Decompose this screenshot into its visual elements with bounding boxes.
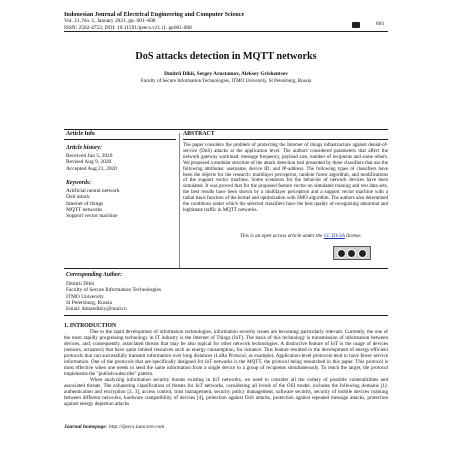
column-divider	[179, 133, 180, 268]
page-number: 601	[376, 21, 385, 27]
homepage-label: Journal homepage	[64, 424, 106, 430]
history-received: Received Jun 5, 2020	[66, 153, 113, 159]
cc-icon	[337, 249, 346, 258]
journal-title: Indonesian Journal of Electrical Engineering and Computer Science	[64, 11, 245, 18]
sa-icon	[358, 249, 367, 258]
keywords-list	[66, 188, 120, 219]
journal-header	[64, 11, 404, 31]
info-top-rule	[64, 129, 388, 130]
article-info-heading: Article Info	[66, 131, 95, 137]
article-history	[66, 153, 117, 172]
author-email: Email: dimandikiy@mail.ru	[66, 306, 127, 313]
keywords-heading: Keywords:	[66, 180, 92, 186]
paper-title: DoS attacks detection in MQTT networks	[135, 51, 317, 62]
keyword-item: MQTT networks	[66, 206, 103, 213]
keyword-item: Support vector machine	[66, 213, 118, 220]
history-revised: Revised Aug 9, 2020	[66, 159, 112, 166]
open-access-note	[240, 233, 362, 239]
introduction-heading: 1. INTRODUCTION	[64, 323, 117, 329]
history-accepted: Accepted Aug 21, 2020	[66, 165, 117, 172]
introduction-paragraph-2: When analyzing information security threats existing in IoT networks, we need to consider all the variety of possible vulnerabilities and associated threats. The exhausting classification of threats for IoT networks, considering all levels of the OSI model, includes the following domains [1]: authentication and encryption [2, 3], access control, trust management, security policy management, software security, security of mobile devices roaming between different networks, hardware compatibility of devices [4], protection against DoS attacks, protection against repeated message attacks, protection against energy depletion attacks	[64, 377, 388, 407]
abstract-text: The paper considers the problem of protecting the Internet of things infrastructure against denial-of-service (DoS) attacks at the application level. The authors considered parameters that affect the network gateway workload: message frequency, payload size, number of recipients and some others. We proposed a modular structure of the attack detection tool presented by three classifiers that use the following attributes: username, device ID, and IP-address. The following types of classifiers have been the objects for the research: multilayer perceptron, random forest algorithm, and modifications of the support vector machine. Some scenarios for the behavior of network devices have been simulated. It was proved that for the proposed feature vector on simulated training and test data sets, the best results have been shown by a multilayer perceptron and a support vector machine with a radial basis function of the kernel and optimization with SMO algorithm. The authors also determined the conditions under which the selected classifiers have the best quality of recognizing abnormal and legitimate traffic in MQTT networks.	[183, 143, 388, 213]
keyword-item: Internet of things	[66, 200, 104, 207]
homepage-url[interactable]: : http://ijeecs.iaescore.com	[105, 424, 165, 430]
corresponding-author-heading: Corresponding Author:	[66, 272, 123, 278]
open-access-text: This is an open access article under the	[240, 233, 324, 239]
article-history-heading: Article history:	[66, 145, 102, 151]
paper-affiliation: Faculty of Secure Information Technologies, ITMO University, St Petersburg, Russia	[140, 79, 312, 84]
keyword-item: Artificial neural network	[66, 188, 120, 194]
journal-volume: Vol. 21, No. 1, January 2021, pp. 601~608	[64, 18, 156, 25]
author-faculty: Faculty of Secure Information Technologies	[66, 287, 162, 294]
journal-logo-icon	[352, 22, 360, 28]
author-city: St Petersburg, Russia	[66, 299, 112, 306]
info-left-rule	[64, 139, 176, 140]
paper-authors: Dmitrii Dikii, Sergey Arustamov, Aleksey Grishentsev	[164, 71, 288, 77]
corresponding-author	[66, 281, 161, 312]
info-right-rule	[183, 139, 388, 140]
by-icon	[347, 249, 356, 258]
journal-homepage	[64, 424, 164, 430]
author-university: ITMO University	[66, 293, 104, 300]
author-name: Dmitrii Dikii	[66, 281, 95, 287]
abstract-heading: ABSTRACT	[183, 131, 215, 137]
open-access-suffix: license.	[344, 233, 362, 239]
introduction-paragraph-1: Due to the rapid development of information technologies, information security issues are becoming particularly relevant. Currently, the one of the most rapidly progressing technology in IT industry is the Internet of Things (IoT). The basis of this technology is transmission of information between devices, and, consequently, associated threats that may be also topical for other network technologies. A distinctive feature of IoT is the usage of devices (sensors, actuators) that have quite limited resources such as energy consumption, for instance. This feature resulted in the development of energy-efficient protocols that can successfully transmit information over long distances (LoRa Protocol, as example). Application-level protocols tend to have fewer service information. One of the protocols that are specifically designed for IoT networks is the MQTT, the protocol being researched in this paper. This protocol is most effective when one needs to send the same information from a single device to a group of recipients simultaneously. To reach the target, the protocol implements the "publish-subscribe" pattern.	[64, 329, 388, 377]
keyword-item: DoS attack	[66, 194, 90, 201]
license-link[interactable]: CC BY-SA	[323, 233, 345, 239]
header-rule	[64, 31, 388, 32]
cc-license-badge[interactable]	[333, 246, 371, 260]
journal-issn: ISSN: 2502-4752, DOI: 10.11591/ijeecs.v21.i1. pp601-608	[64, 24, 192, 31]
body-top-rule	[64, 315, 388, 316]
correspondence-rule	[64, 268, 388, 269]
